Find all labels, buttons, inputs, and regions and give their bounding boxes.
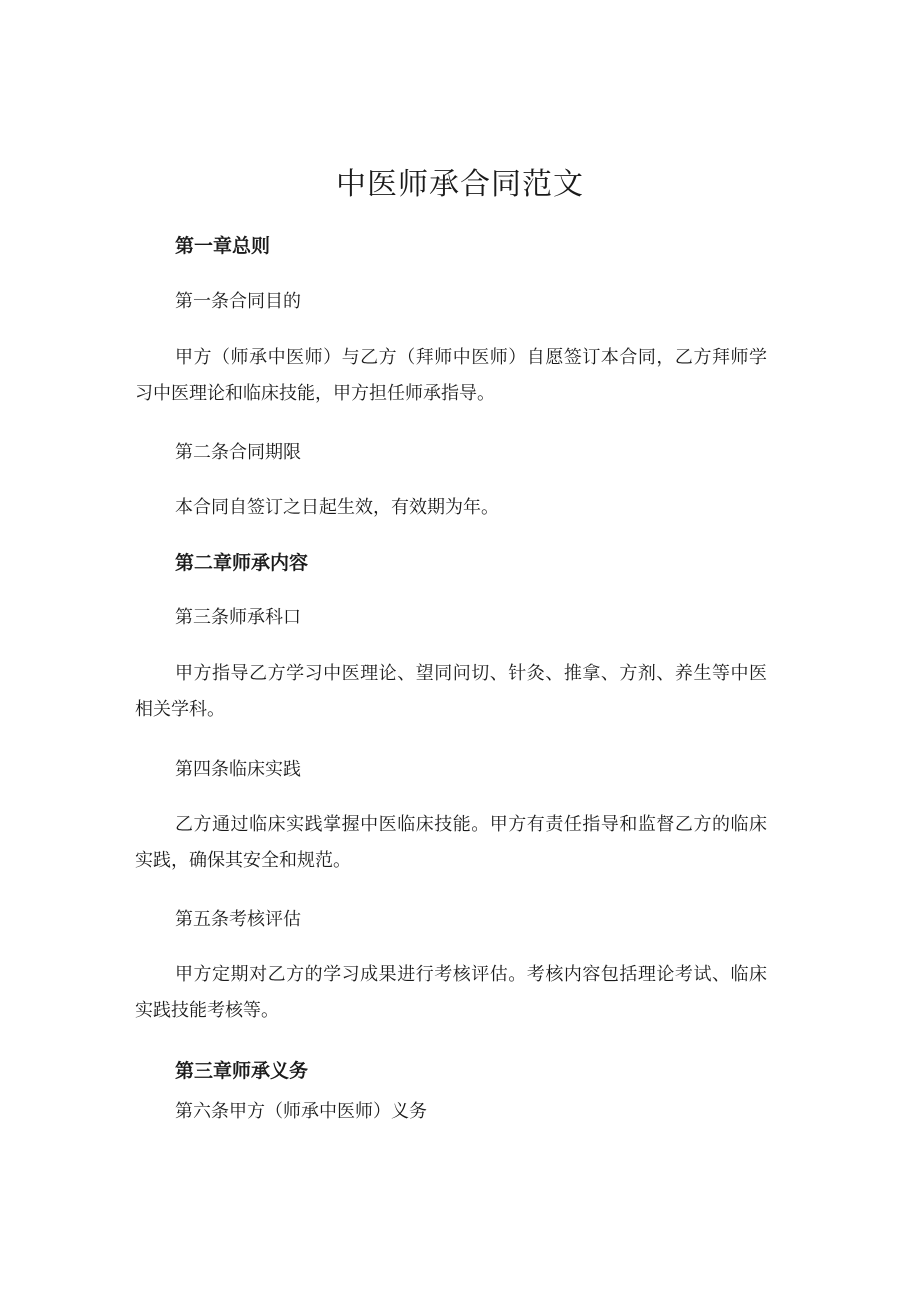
article-2-heading: 第二条合同期限 xyxy=(175,442,301,463)
article-4-heading: 第四条临床实践 xyxy=(175,759,301,780)
article-2-body: 本合同自签订之日起生效，有效期为年。 xyxy=(175,497,499,518)
article-5-body: 甲方定期对乙方的学习成果进行考核评估。考核内容包括理论考试、临床实践技能考核等。 xyxy=(135,964,767,1021)
article-6-heading: 第六条甲方（师承中医师）义务 xyxy=(175,1101,427,1122)
article-3-body: 甲方指导乙方学习中医理论、望同问切、针灸、推拿、方剂、养生等中医相关学科。 xyxy=(135,663,767,720)
article-1-body: 甲方（师承中医师）与乙方（拜师中医师）自愿签订本合同，乙方拜师学习中医理论和临床技能，甲方担任师承指导。 xyxy=(135,347,767,404)
article-1-heading: 第一条合同目的 xyxy=(175,291,301,312)
article-3-heading: 第三条师承科口 xyxy=(175,607,301,628)
chapter-1-heading: 第一章总则 xyxy=(175,235,271,257)
document-title: 中医师承合同范文 xyxy=(336,167,584,202)
article-4-body: 乙方通过临床实践掌握中医临床技能。甲方有责任指导和监督乙方的临床实践，确保其安全和规范。 xyxy=(135,814,767,871)
chapter-2-heading: 第二章师承内容 xyxy=(175,552,309,574)
chapter-3-heading: 第三章师承义务 xyxy=(175,1060,309,1082)
article-5-heading: 第五条考核评估 xyxy=(175,909,301,930)
